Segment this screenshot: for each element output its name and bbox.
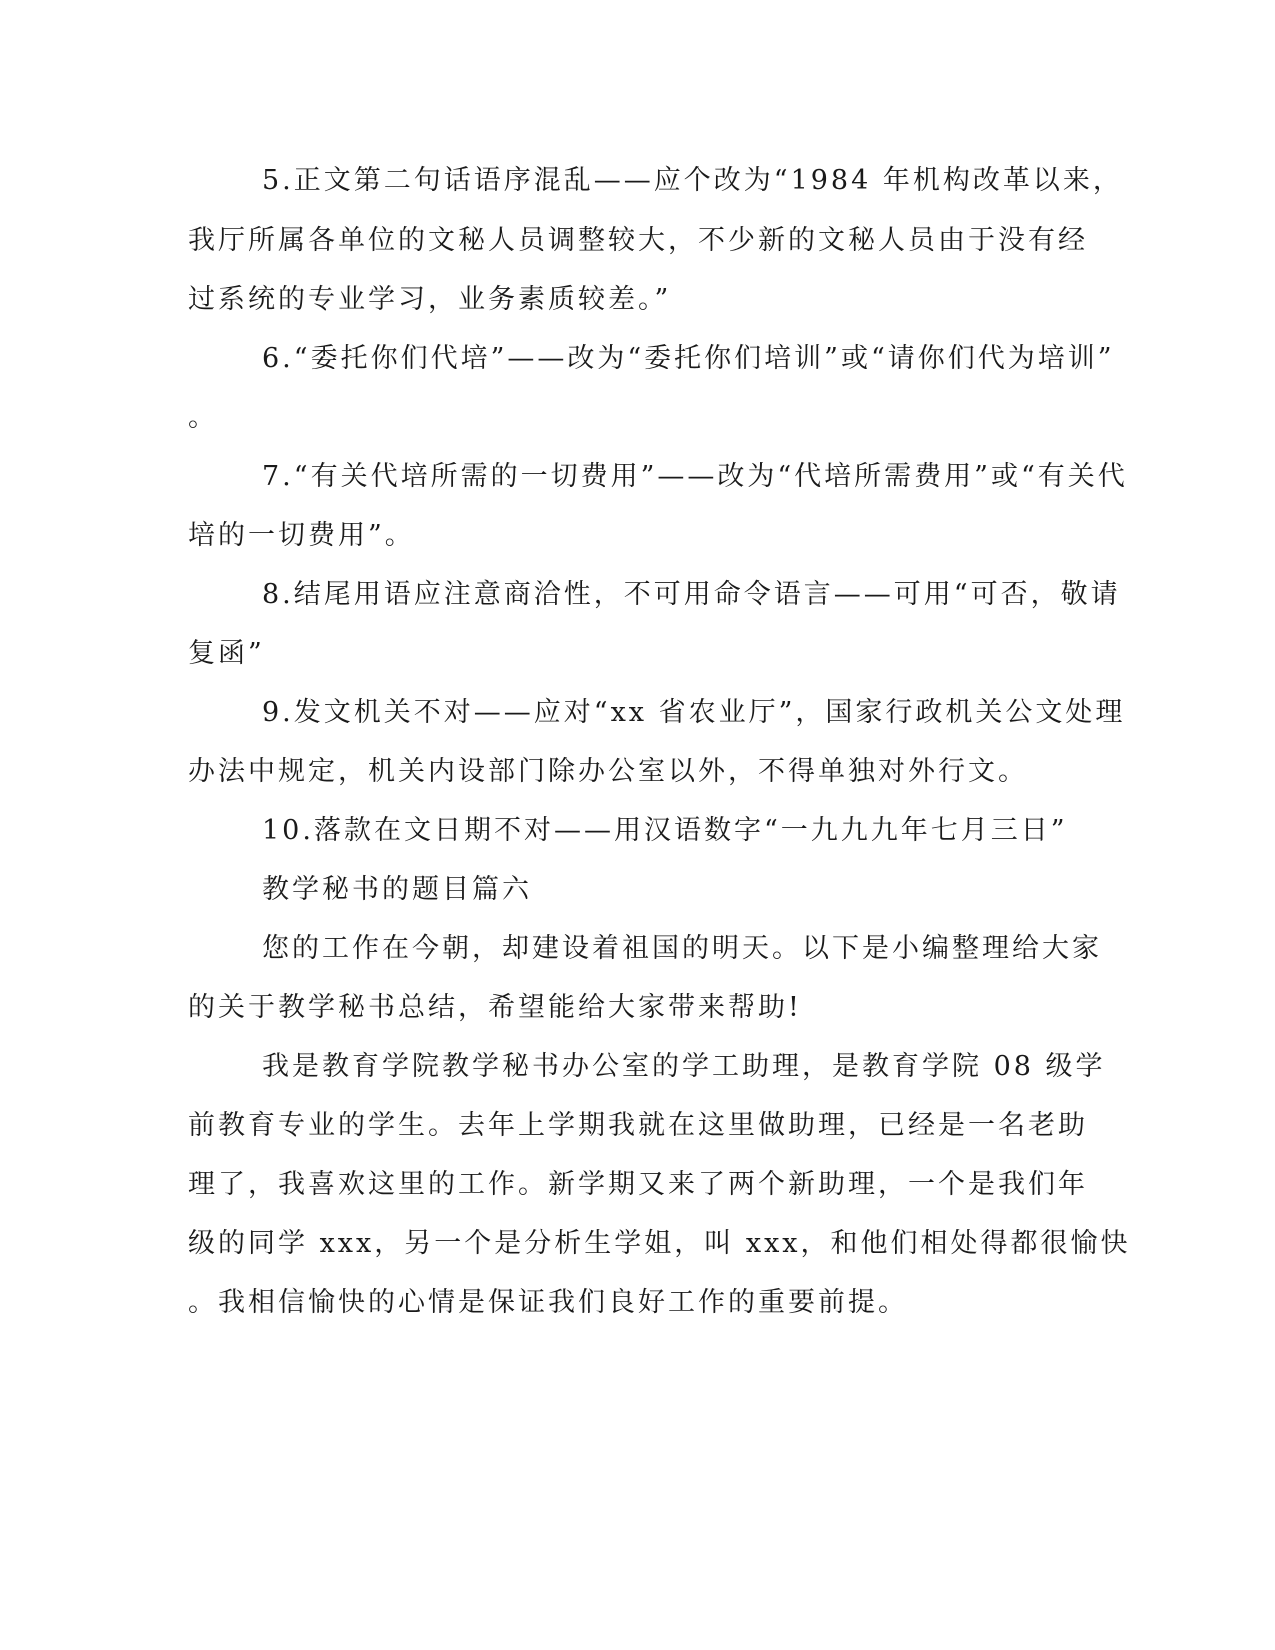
text-line: 7.“有关代培所需的一切费用”——改为“代培所需费用”或“有关代 bbox=[262, 461, 1128, 492]
text-line: 理了，我喜欢这里的工作。新学期又来了两个新助理，一个是我们年 bbox=[188, 1169, 1088, 1200]
section-heading: 教学秘书的题目篇六 bbox=[262, 874, 532, 905]
text-line: 您的工作在今朝，却建设着祖国的明天。以下是小编整理给大家 bbox=[262, 933, 1102, 964]
text-line: 前教育专业的学生。去年上学期我就在这里做助理，已经是一名老助 bbox=[188, 1110, 1088, 1141]
text-line: 的关于教学秘书总结，希望能给大家带来帮助! bbox=[188, 992, 802, 1023]
text-line: 我厅所属各单位的文秘人员调整较大，不少新的文秘人员由于没有经 bbox=[188, 225, 1088, 256]
text-line: 我是教育学院教学秘书办公室的学工助理，是教育学院 08 级学 bbox=[262, 1051, 1106, 1082]
text-line: 办法中规定，机关内设部门除办公室以外，不得单独对外行文。 bbox=[188, 756, 1028, 787]
text-line: 。 bbox=[188, 402, 218, 433]
text-line: 6.“委托你们代培”——改为“委托你们培训”或“请你们代为培训” bbox=[262, 343, 1115, 374]
text-line: 。我相信愉快的心情是保证我们良好工作的重要前提。 bbox=[188, 1287, 908, 1318]
text-line: 10.落款在文日期不对——用汉语数字“一九九九年七月三日” bbox=[262, 815, 1068, 846]
text-line: 5.正文第二句话语序混乱——应个改为“1984 年机构改革以来， bbox=[262, 165, 1123, 196]
text-line: 9.发文机关不对——应对“xx 省农业厅”，国家行政机关公文处理 bbox=[262, 697, 1126, 728]
text-line: 复函” bbox=[188, 638, 265, 669]
text-line: 培的一切费用”。 bbox=[188, 520, 415, 551]
text-line: 过系统的专业学习，业务素质较差。” bbox=[188, 284, 672, 315]
text-line: 级的同学 xxx，另一个是分析生学姐，叫 xxx，和他们相处得都很愉快 bbox=[188, 1228, 1131, 1259]
text-line: 8.结尾用语应注意商洽性，不可用命令语言——可用“可否，敬请 bbox=[262, 579, 1121, 610]
